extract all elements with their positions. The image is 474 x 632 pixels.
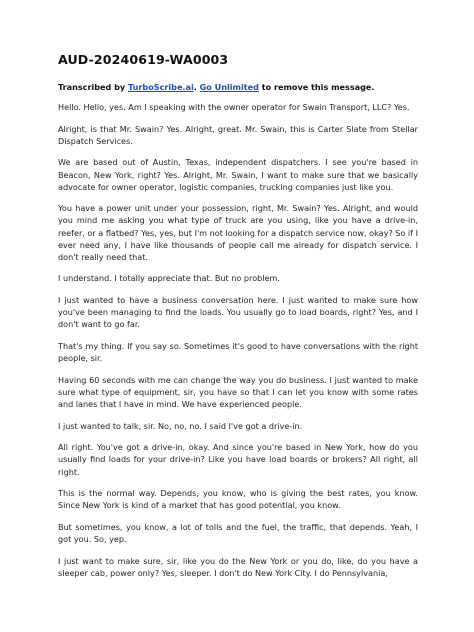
notice-suffix: to remove this message. [258,82,375,92]
transcript-paragraph: You have a power unit under your possession, right, Mr. Swain? Yes. Alright, and would you mind me asking you what type of truck are you using, like you have a drive-in, reefer, or a flatbed? Yes, yes, but I'm not looking for a dispatch service now, okay? So if I ever need any, I have like thousands of people call me already for dispatch service. I don't really need that. [58,203,418,262]
transcript-paragraph: I just wanted to talk, sir. No, no, no. I said I've got a drive-in. [58,420,303,431]
turboscribe-link[interactable]: TurboScribe.ai [128,82,194,92]
transcript-paragraph: We are based out of Austin, Texas, independent dispatchers. I see you're based in Beacon, New York, right? Yes. Alright, Mr. Swain, I want to make sure that we basically advocate for owner operator, logistic companies, trucking companies just like you. [58,157,418,192]
transcript-paragraph: I understand. I totally appreciate that. But no problem. [58,273,280,284]
transcript-paragraph: Alright, is that Mr. Swain? Yes. Alright, great. Mr. Swain, this is Carter Slate from Stellar Dispatch Services. [58,123,418,146]
transcript-paragraph: Having 60 seconds with me can change the way you do business. I just wanted to make sure what type of equipment, sir, you have so that I can let you know with some rates and lanes that I have in mind. We have experienced people. [58,374,418,409]
document-body [58,52,418,589]
transcript-paragraph: All right. You've got a drive-in, okay. And since you're based in New York, how do you usually find loads for your drive-in? Like you have load boards or brokers? All right, all right. [58,442,418,477]
go-unlimited-link[interactable]: Go Unlimited [199,82,259,92]
transcript-paragraph: That's my thing. If you say so. Sometimes it's good to have conversations with the right people, sir. [58,340,418,364]
transcript-paragraph: Hello. Hello, yes. Am I speaking with the owner operator for Swain Transport, LLC? Yes. [58,102,410,112]
document-title: AUD-20240619-WA0003 [58,52,229,67]
transcript-paragraph: But sometimes, you know, a lot of tolls and the fuel, the traffic, that depends. Yeah, I got you. So, yep. [58,521,418,545]
notice-prefix: Transcribed by [58,82,129,92]
transcript-paragraph: I just want to make sure, sir, like you do the New York or you do, like, do you have a sleeper cab, power only? Yes, sleeper. I don't do New York City. I do Pennsylvania, [58,555,418,578]
transcript-paragraph: This is the normal way. Depends, you know, who is giving the best rates, you know. Since New York is kind of a market that has good potential, you know. [58,488,418,511]
transcript-paragraph: I just wanted to have a business conversation here. I just wanted to make sure how you've been managing to find the loads. You usually go to load boards, right? Yes, and I don't want to go far. [58,295,418,330]
notice-separator: . [193,82,200,92]
transcription-notice [58,81,418,93]
